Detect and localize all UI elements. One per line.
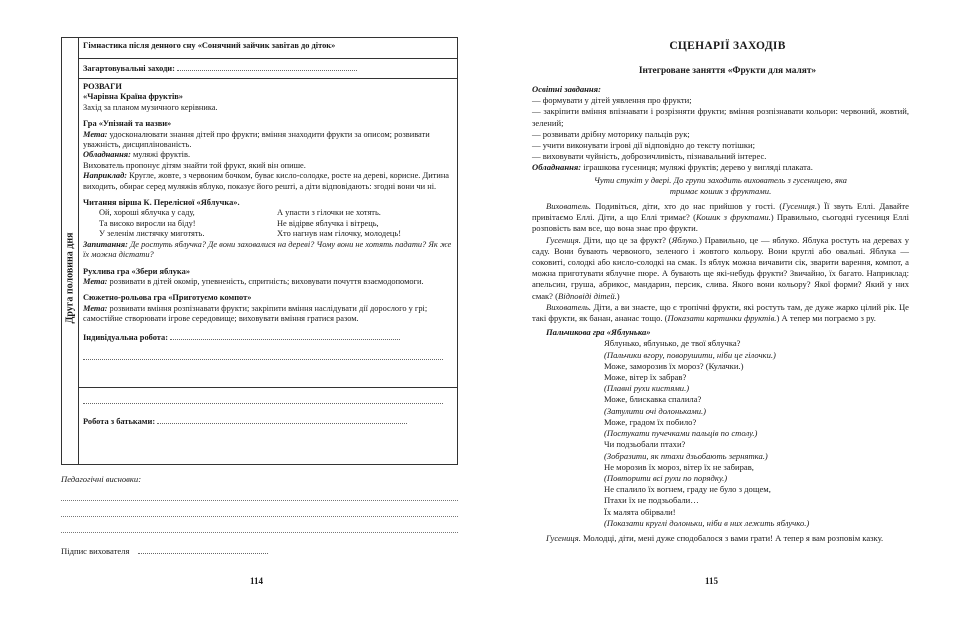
individual-work [83,331,453,343]
verse-line: Не морозив їх мороз, вітер їх не забирав, [604,461,754,472]
equip-label: Обладнання: [532,162,582,173]
speech: ) А тепер ми пограємо з ру. [776,313,876,324]
speaker: Вихователь. [546,301,592,312]
ped-conclusions: Педагогічні висновки: [61,474,142,484]
speech: Молодці, діти, мені дуже сподобалося з вами грати! А тепер я вам розповім казку. [580,532,884,543]
question-text: Де ростуть яблучка? Де вони заховалися на дереві? Чому вони не хотять падати? Як же їх можна дістати? [83,239,452,260]
final-dialogue [532,533,909,544]
goal-label: Мета: [83,276,108,286]
row-entertainment [79,79,457,388]
action: Гусениця. [782,201,818,212]
row-gymnastics [79,38,457,59]
game3-goal [83,304,453,325]
poem-line: Хто нагнув нам гілочку, молодець! [277,229,402,239]
dialogue-3 [532,302,909,324]
row-hardening [79,59,457,79]
dotted-line [61,500,458,501]
game2-goal [83,277,453,287]
page-heading: СЦЕНАРІЇ ЗАХОДІВ [669,40,786,52]
row-parents [79,388,457,464]
verse-action: (Повторити всі рухи по порядку.) [604,472,728,483]
page-number: 115 [705,576,719,586]
plan-table [61,37,458,465]
verse-action: (Постукати пучечками пальців по столу.) [604,428,758,439]
side-label: Друга половина дня [64,232,76,324]
reading-title: Читання вірша К. Перелісної «Яблучка». [83,198,240,208]
equip-text: іграшкова гусениця; муляжі фруктів; дерево у вигляді плаката. [581,162,813,173]
game1-example [83,171,453,192]
speech: ) [616,290,620,301]
parents-label: Робота з батьками: [83,417,156,427]
hardening-label: Загартовувальні заходи: [83,64,175,73]
game1-title: Гра «Упізнай та назви» [83,119,172,129]
speaker: Вихователь. [546,201,592,212]
finger-game-title: Пальчикова гра «Яблунька» [546,327,651,338]
equip-text: муляжі фруктів. [130,150,191,160]
action: Кошик з фруктами. [695,212,771,223]
verse-action: (Затулити очі долоньками.) [604,405,707,416]
dotted-fill [83,395,443,404]
dialogue-1 [532,201,909,235]
dotted-fill [157,415,407,424]
dotted-line [61,516,458,517]
verse-action: (Зобразити, як птахи дзьобають зернятка.) [604,450,768,461]
speech: ) Її звуть Еллі. Давайте привітаємо Еллі. Діти, а що Еллі тримає? ( [532,201,909,223]
task-item: — закріпити вміння впізнавати і розрізняти фрукти; вміння розпізнавати кольори: червоний, жовтий, зелений; [532,106,909,128]
speech: Діти, що це за фрукт? ( [580,234,672,245]
reading-questions [83,240,453,261]
task-item: — виховувати чуйність, доброзичливість, пізнавальний інтерес. [532,151,767,162]
verse-action: (Плавні рухи кистями.) [604,383,690,394]
goal-label: Мета: [83,303,108,313]
task-item: — учити виконувати ігрові дії відповідно до тексту потішки; [532,140,756,151]
game1-desc: Вихователь пропонує дітям знайти той фрукт, який він опише. [83,160,306,170]
dotted-line [61,532,458,533]
poem-line: Та високо виросли на біду! [99,218,196,228]
goal-label: Мета: [83,129,108,139]
example-text: Кругле, жовте, з червоним бочком, буває кисло-солодке, росте на дереві, корисне. Дитина виходить, обирає серед муляжів яблуко, показує його решті, а діти відповідають: згодні вони чи ні. [83,171,450,191]
verse-action: (Показати круглі долоньки, ніби в них лежить яблучко.) [604,517,810,528]
dotted-fill [177,62,357,71]
question-label: Запитання: [83,239,128,249]
dotted-fill [138,545,268,554]
gymnastics-text: Гімнастика після денного сну «Сонячний зайчик завітав до діток» [83,41,336,50]
game3-title: Сюжетно-рольова гра «Приготуємо компот» [83,293,252,303]
verse-action: (Пальчики вгору, поворушити, ніби це гілочки.) [604,349,776,360]
goal-text: удосконалювати знання дітей про фрукти; вміння знаходити фрукти за описом; розвивати уважність, дисциплінованість. [83,129,430,150]
dotted-line-row [83,395,453,407]
dotted-fill [83,351,443,360]
ent-title: РОЗВАГИ [83,82,122,91]
verse-line: Може, заморозив їх мороз? (Кулачки.) [604,360,744,371]
signature-row [61,545,268,556]
task-item: — формувати у дітей уявлення про фрукти; [532,95,692,106]
side-column [62,38,79,464]
individual-label: Індивідуальна робота: [83,332,168,342]
equipment [532,162,909,173]
dotted-fill [170,331,400,340]
speech: Подивіться, діти, хто до нас прийшов у гості. ( [591,201,783,212]
speech: ) Правильно, це — яблуко. Яблука ростуть на деревах у саду. Вони бувають червоного, зеленого і жовтого кольору. Вони круглі або овальні. Яблука — соковиті, солодкі або кисло-солодкі на смак. Із яблук можна вичавити сік, зварити варення, компот, а можна приготувати яблучне пюре. А бувають ще які-небудь фрукти? Звичайно, їх багато. Наприклад: апельсин, груша, абрикос, мандарин, персик, слива. Якого вони кольору? Якої форми? Який у них смак? ( [532,234,909,301]
poem-line: У зеленім листячку миготять. [99,229,205,239]
dotted-line-row [83,351,453,363]
poem-line: Не відірве яблучка і вітрець, [277,218,379,228]
speech: ) Правильно, сьогодні гусениця Еллі розповість вам все, що вона знає про фрукти. [532,212,909,234]
game1-goal [83,130,453,151]
poem-line: Ой, хороші яблучка у саду, [99,208,195,218]
poem [83,208,453,239]
verse-line: Може, вітер їх забрав? [604,372,687,383]
stage-direction: Чути стукіт у двері. До групи заходить вихователь з гусеницею, яка тримає кошик з фруктами. [594,174,847,196]
edu-label: Освітні завдання: [532,84,601,94]
goal-text: розвивати вміння розпізнавати фрукти; закріпити вміння наслідувати дії дорослого у грі; самостійне створювати ігрове середовище; виховувати вміння гратися разом. [83,303,428,324]
page-number: 114 [250,576,264,586]
game2-title: Рухлива гра «Збери яблука» [83,266,191,276]
table-content [79,38,457,464]
verse-line: Не спалило їх вогнем, граду не було з дощем, [604,484,771,495]
signature-label: Підпис вихователя [61,546,130,556]
lesson-body [532,84,909,544]
verse-line: Може, градом їх побило? [604,416,697,427]
verse-line: Птахи їх не подзьобали… [604,495,699,506]
lesson-title: Інтегроване заняття «Фрукти для малят» [638,66,817,76]
equip-label: Обладнання: [83,150,131,160]
dialogue-2 [532,235,909,302]
verse-line: Їх малята обірвали! [604,506,676,517]
verse-line: Яблунько, яблунько, де твої яблучка? [604,338,741,349]
action: Показати картинки фруктів. [667,313,777,324]
action: Відповіді дітей. [558,290,617,301]
task-item: — розвивати дрібну моторику пальців рук; [532,128,690,139]
example-label: Наприклад: [83,171,128,181]
game1-equip [83,150,453,160]
poem-line: А упасти з гілочки не хотять. [277,208,381,218]
verse-line: Може, блискавка спалила? [604,394,702,405]
parents-work [83,415,453,427]
speech: Діти, а ви знаєте, що є тропічні фрукти, які ростуть там, де дуже жарко цілий рік. Це такі фрукти, як банан, ананас тощо. ( [532,301,909,324]
verse [532,338,909,528]
goal-text: розвивати в дітей окомір, упевненість, спритність; виховувати почуття взаємодопомоги. [107,276,424,286]
ent-note: Захід за планом музичного керівника. [83,102,218,112]
action: Яблуко. [671,234,699,245]
speaker: Гусениця. [546,532,581,543]
speaker: Гусениця. [546,234,581,245]
verse-line: Чи подзьобали птахи? [604,439,686,450]
ent-name: «Чарівна Країна фруктів» [83,92,183,102]
